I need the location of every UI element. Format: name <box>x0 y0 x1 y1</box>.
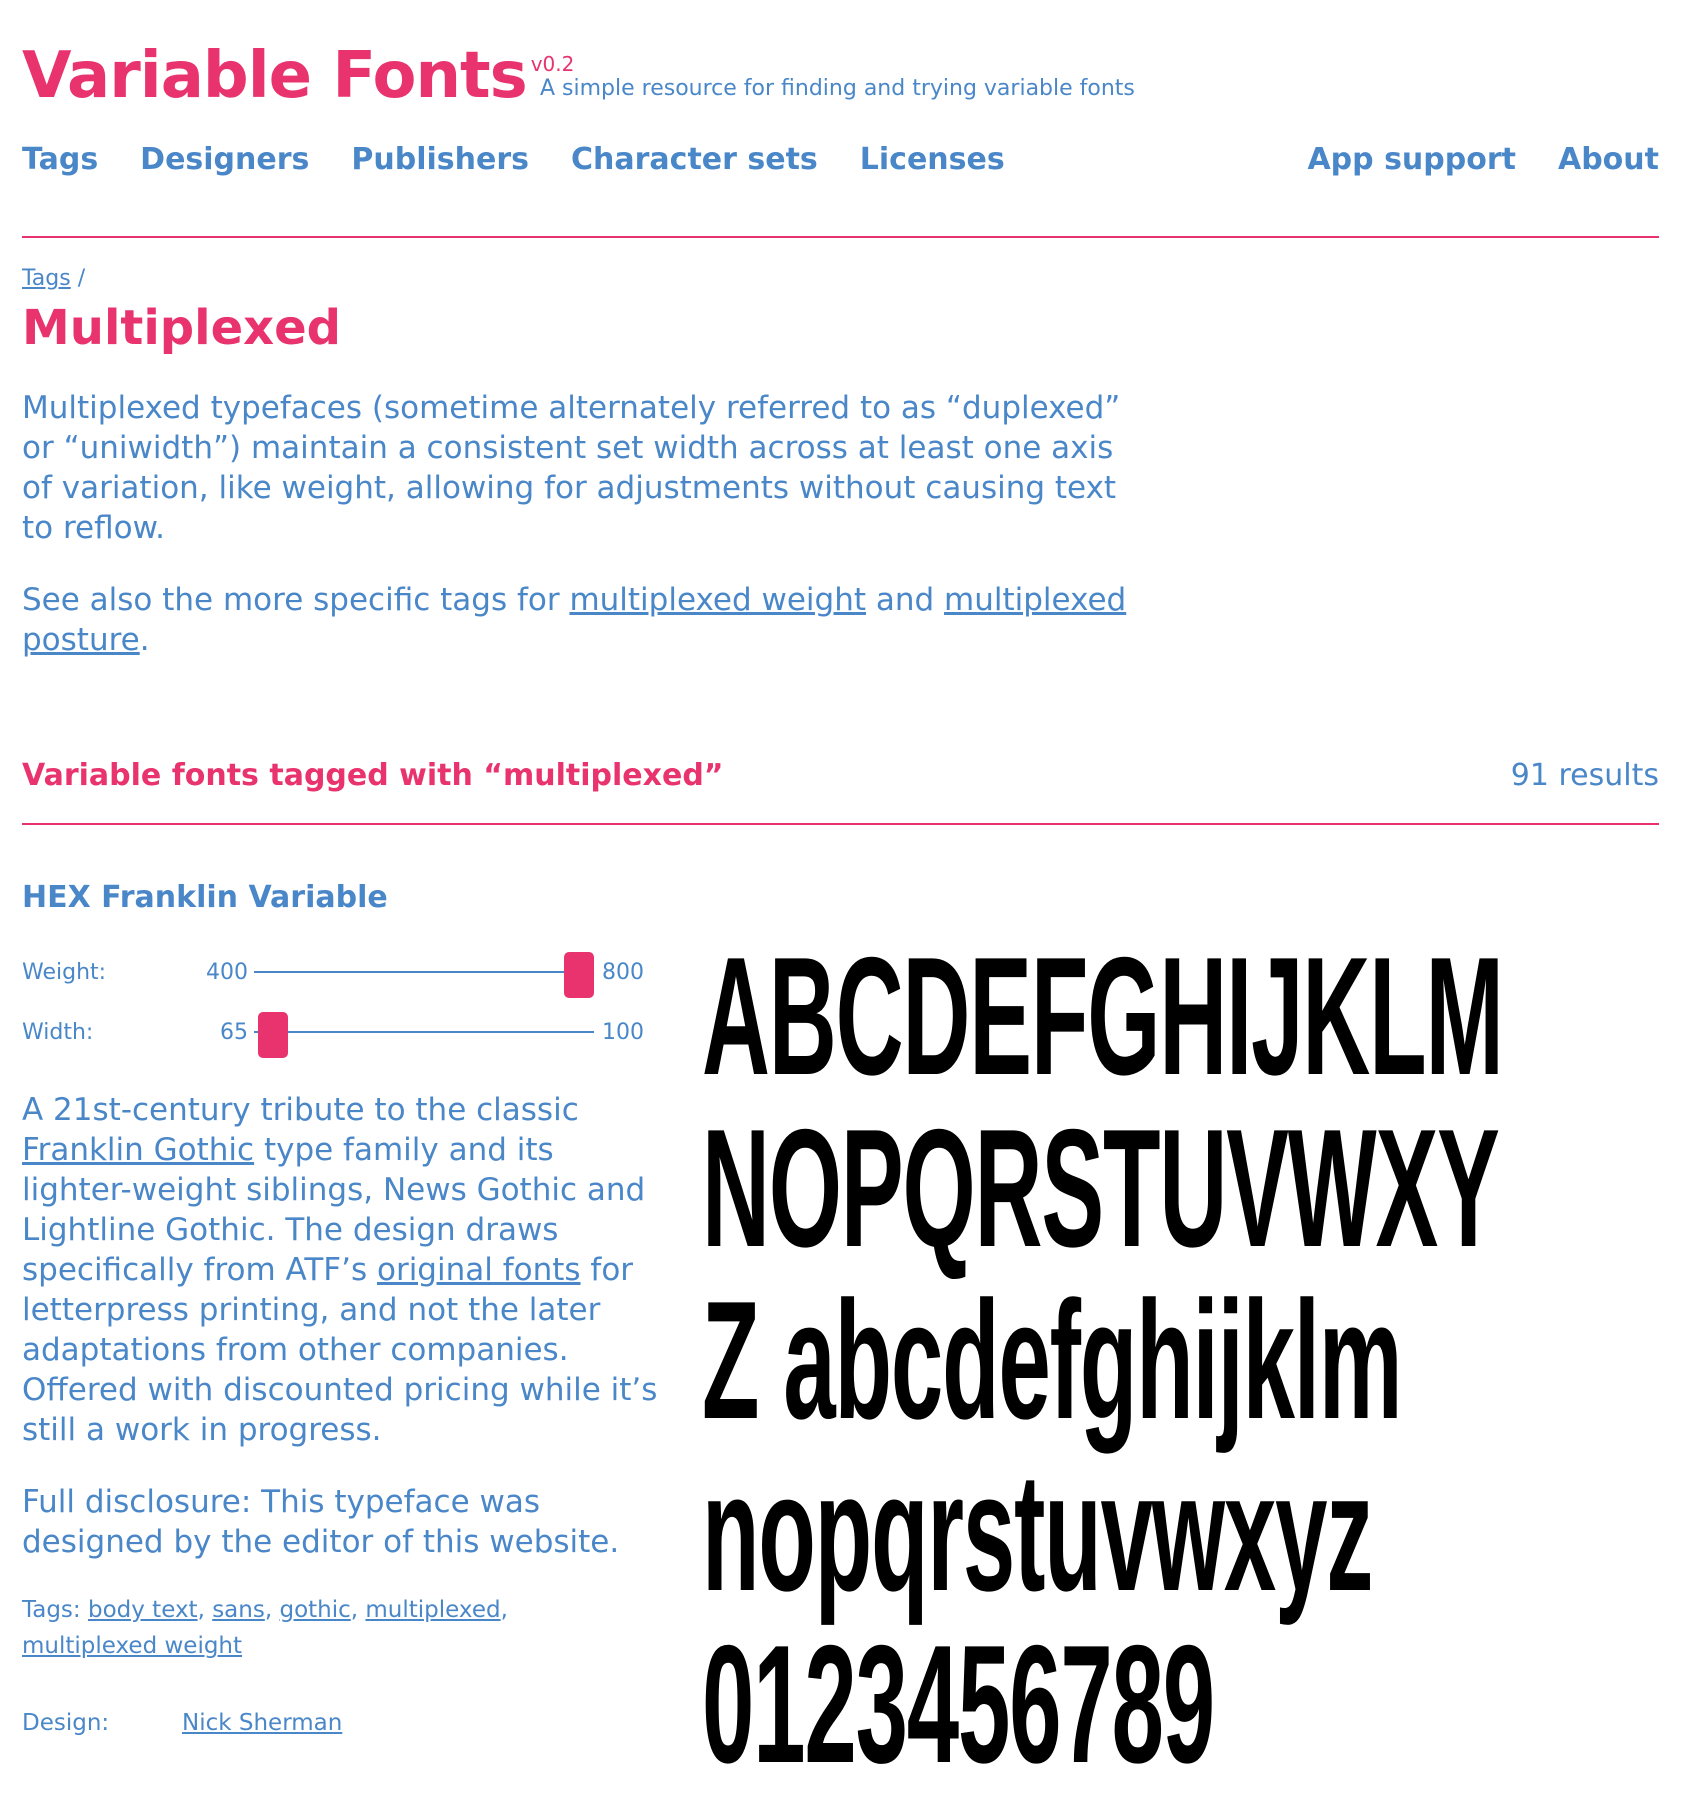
desc-part-1: A 21st-century tribute to the classic <box>22 1092 579 1128</box>
see-also-prefix: See also the more specific tags for <box>22 582 570 618</box>
tag-multiplexed-weight[interactable]: multiplexed weight <box>22 1633 243 1659</box>
breadcrumb <box>22 266 85 291</box>
link-multiplexed-weight[interactable]: multiplexed weight <box>569 582 866 618</box>
nav-designers[interactable]: Designers <box>140 142 310 177</box>
link-original-fonts[interactable]: original fonts <box>376 1252 581 1288</box>
width-axis-label: Width: <box>22 1020 94 1045</box>
weight-axis-label: Weight: <box>22 960 107 985</box>
results-title: Variable fonts tagged with “multiplexed” <box>22 758 724 793</box>
width-slider-thumb[interactable] <box>258 1012 288 1058</box>
weight-slider-track[interactable] <box>254 971 594 973</box>
link-multiplexed-posture[interactable]: multiplexed posture <box>22 582 1127 658</box>
site-version: v0.2 <box>530 52 575 76</box>
see-also-suffix: . <box>139 622 150 658</box>
font-specimen <box>702 922 1503 1798</box>
header-divider <box>22 236 1659 238</box>
link-franklin-gothic[interactable]: Franklin Gothic <box>22 1132 255 1168</box>
nav-publishers[interactable]: Publishers <box>351 142 529 177</box>
specimen-line-lowercase-1: Z abcdefghijklm <box>702 1266 1402 1454</box>
page-title: Multiplexed <box>22 300 342 356</box>
tag-gothic[interactable]: gothic <box>279 1597 351 1623</box>
specimen-line-lowercase-2: nopqrstuvwxyz <box>702 1438 1373 1626</box>
see-also-middle: and <box>866 582 945 618</box>
breadcrumb-separator: / <box>77 266 86 291</box>
nav-character-sets[interactable]: Character sets <box>571 142 818 177</box>
results-divider <box>22 823 1659 825</box>
specimen-line-numerals: 0123456789 <box>702 1610 1215 1798</box>
nav-about[interactable]: About <box>1557 142 1659 177</box>
font-tags: Tags: body text, sans, gothic, multiplexed, multiplexed weight <box>22 1597 508 1659</box>
tag-description: Multiplexed typefaces (sometime alternately referred to as “duplexed” or “uniwidth”) maintain a consistent set width across at least one axis of variation, like weight, allowing for adjustments without causing text to reflow. <box>22 390 1121 546</box>
see-also-text <box>22 580 1152 660</box>
tag-multiplexed[interactable]: multiplexed <box>365 1597 501 1623</box>
page <box>22 0 1659 1798</box>
specimen-line-uppercase-2: NOPQRSTUVWXY <box>702 1094 1499 1282</box>
secondary-nav <box>1307 142 1659 177</box>
site-brand[interactable] <box>22 38 574 114</box>
tags-label: Tags: <box>22 1597 81 1623</box>
breadcrumb-tags-link[interactable]: Tags <box>22 266 71 291</box>
designer-link[interactable]: Nick Sherman <box>182 1710 343 1736</box>
width-axis <box>22 1012 652 1052</box>
width-axis-min: 65 <box>220 1020 248 1045</box>
width-axis-max: 100 <box>602 1020 644 1045</box>
desc-part-3: for letterpress printing, and not the later adaptations from other companies. Offered with discounted pricing while it’s still a work in progress. <box>22 1252 658 1448</box>
nav-tags[interactable]: Tags <box>22 142 99 177</box>
tag-sans[interactable]: sans <box>212 1597 265 1623</box>
tag-body-text[interactable]: body text <box>87 1597 198 1623</box>
font-name-link[interactable]: HEX Franklin Variable <box>22 880 388 915</box>
weight-axis-max: 800 <box>602 960 644 985</box>
site-tagline: A simple resource for finding and trying variable fonts <box>540 76 1135 101</box>
nav-licenses[interactable]: Licenses <box>859 142 1005 177</box>
desc-part-2: type family and its lighter-weight siblings, News Gothic and Lightline Gothic. The design draws specifically from ATF’s <box>22 1132 646 1288</box>
results-count: 91 results <box>1510 758 1659 793</box>
site-name[interactable]: Variable Fonts <box>22 39 527 113</box>
tag-intro <box>22 388 1152 692</box>
font-description-text <box>22 1090 662 1450</box>
design-label: Design: <box>22 1710 110 1736</box>
nav-app-support[interactable]: App support <box>1307 142 1516 177</box>
design-row <box>22 1710 662 1744</box>
weight-slider-thumb[interactable] <box>564 952 594 998</box>
font-description <box>22 1090 662 1594</box>
weight-axis <box>22 952 652 992</box>
font-disclosure: Full disclosure: This typeface was designed by the editor of this website. <box>22 1484 620 1560</box>
primary-nav <box>22 142 1005 177</box>
specimen-line-uppercase-1: ABCDEFGHIJKLM <box>702 922 1503 1110</box>
weight-axis-min: 400 <box>206 960 248 985</box>
width-slider-track[interactable] <box>254 1031 594 1033</box>
